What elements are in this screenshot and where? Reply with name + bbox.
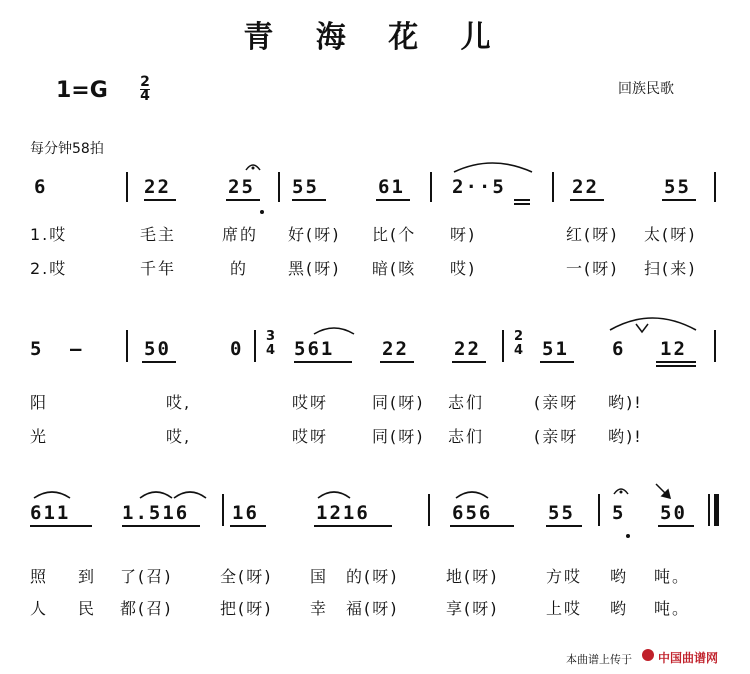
note-group: 25 <box>228 176 255 198</box>
lyric-syllable: 哟 <box>610 567 629 586</box>
fermatas <box>246 165 628 494</box>
note-group: 50 <box>660 502 687 524</box>
site-brand-link[interactable]: 中国曲谱网 <box>658 651 719 665</box>
song-origin: 回族民歌 <box>618 81 674 97</box>
lyric-syllable: 毛主 <box>140 225 177 244</box>
breath-mark-icon <box>636 324 648 332</box>
time-change-bottom: 4 <box>266 343 276 358</box>
lyric-syllable: 暗(咳 <box>372 259 417 278</box>
note-group: 2··5 <box>452 176 506 198</box>
lyric-syllable: 2.哎 <box>30 259 68 278</box>
note-group: 0 <box>230 338 244 360</box>
note-group: 50 <box>144 338 171 360</box>
site-logo-icon <box>642 649 654 661</box>
lyric-syllable: 吨。 <box>654 567 691 586</box>
lyric-syllable: 哟)! <box>608 427 643 446</box>
lyric-syllable: 志们 <box>448 393 485 412</box>
note-group: 16 <box>232 502 259 524</box>
lyric-syllable: (亲呀 <box>534 427 579 446</box>
fermata-dot <box>620 491 623 494</box>
lyric-syllable: 全(呀) <box>220 567 273 586</box>
note-group: 55 <box>664 176 691 198</box>
lyric-syllable: 幸 <box>310 599 329 618</box>
arrow-icon <box>656 484 670 498</box>
lyric-syllable: 哎, <box>166 393 192 412</box>
note-group: 5 <box>30 338 44 360</box>
upload-credit: 本曲谱上传于 <box>566 653 632 666</box>
slur <box>314 328 354 334</box>
octave-dot <box>260 210 264 214</box>
lyric-syllable: 太(呀) <box>644 225 697 244</box>
time-signature-top: 2 <box>140 74 150 90</box>
lyric-syllable: 好(呀) <box>288 225 341 244</box>
lyric-syllable: 吨。 <box>654 599 691 618</box>
lyric-syllable: 上哎 <box>546 599 583 618</box>
lyric-syllable: 同(呀) <box>372 427 425 446</box>
note-group: — <box>70 338 84 360</box>
lyric-syllable: 的 <box>230 259 249 278</box>
octave-dot <box>626 534 630 538</box>
tempo-marking: 每分钟58拍 <box>30 141 104 157</box>
note-group: 22 <box>382 338 409 360</box>
lyric-syllable: 民 <box>78 599 97 618</box>
underlines <box>30 200 696 526</box>
time-signature-bottom: 4 <box>140 88 150 104</box>
lyric-syllable: (亲呀 <box>534 393 579 412</box>
note-group: 61 <box>378 176 405 198</box>
lyric-syllable: 的(呀) <box>346 567 399 586</box>
lyric-syllable: 比(个 <box>372 225 417 244</box>
note-group: 22 <box>572 176 599 198</box>
note-group: 561 <box>294 338 335 360</box>
slurs <box>34 163 696 498</box>
lyric-syllable: 哟)! <box>608 393 643 412</box>
lyric-syllable: 志们 <box>448 427 485 446</box>
octave-dots <box>260 210 630 538</box>
key-signature: 1=G <box>56 78 108 103</box>
note-group: 55 <box>548 502 575 524</box>
note-group: 5 <box>612 502 626 524</box>
lyric-syllable: 光 <box>30 427 49 446</box>
note-group: 12 <box>660 338 687 360</box>
slur <box>318 492 350 498</box>
note-group: 611 <box>30 502 71 524</box>
lyric-syllable: 把(呀) <box>220 599 273 618</box>
slur <box>140 492 172 498</box>
lyric-syllable: 黑(呀) <box>288 259 341 278</box>
lyric-syllable: 哎呀 <box>292 393 329 412</box>
lyric-syllable: 都(召) <box>120 599 173 618</box>
lyric-syllable: 了(召) <box>120 567 173 586</box>
note-group: 1.516 <box>122 502 190 524</box>
lyric-syllable: 哎呀 <box>292 427 329 446</box>
note-group: 1216 <box>316 502 370 524</box>
slur <box>456 492 488 498</box>
lyric-syllable: 国 <box>310 567 329 586</box>
note-group: 6 <box>34 176 48 198</box>
lyric-syllable: 阳 <box>30 393 49 412</box>
lyric-syllable: 哟 <box>610 599 629 618</box>
lyric-syllable: 福(呀) <box>346 599 399 618</box>
slur <box>610 318 696 330</box>
lyric-syllable: 1.哎 <box>30 225 68 244</box>
time-change-top: 2 <box>514 329 524 344</box>
lyric-syllable: 一(呀) <box>566 259 619 278</box>
slur <box>174 492 206 498</box>
note-group: 22 <box>454 338 481 360</box>
note-group: 51 <box>542 338 569 360</box>
lyric-syllable: 呀) <box>450 225 477 244</box>
lyric-syllable: 哎, <box>166 427 192 446</box>
note-group: 22 <box>144 176 171 198</box>
note-group: 656 <box>452 502 493 524</box>
lyric-syllable: 席的 <box>222 225 259 244</box>
note-group: 6 <box>612 338 626 360</box>
lyric-syllable: 红(呀) <box>566 225 619 244</box>
time-change-top: 3 <box>266 329 276 344</box>
slur <box>454 163 532 172</box>
lyric-syllable: 到 <box>78 567 97 586</box>
lyric-syllable: 照 <box>30 567 49 586</box>
lyric-syllable: 千年 <box>140 259 177 278</box>
fermata-dot <box>252 167 255 170</box>
lyric-syllable: 方哎 <box>546 567 583 586</box>
lyric-syllable: 人 <box>30 599 49 618</box>
lyric-syllable: 地(呀) <box>446 567 499 586</box>
song-title: 青 海 花 儿 <box>243 20 507 55</box>
lyric-syllable: 哎) <box>450 259 477 278</box>
slur <box>34 492 70 498</box>
lyric-syllable: 扫(来) <box>644 259 697 278</box>
lyric-syllable: 享(呀) <box>446 599 499 618</box>
lyric-syllable: 同(呀) <box>372 393 425 412</box>
note-group: 55 <box>292 176 319 198</box>
time-change-bottom: 4 <box>514 343 524 358</box>
